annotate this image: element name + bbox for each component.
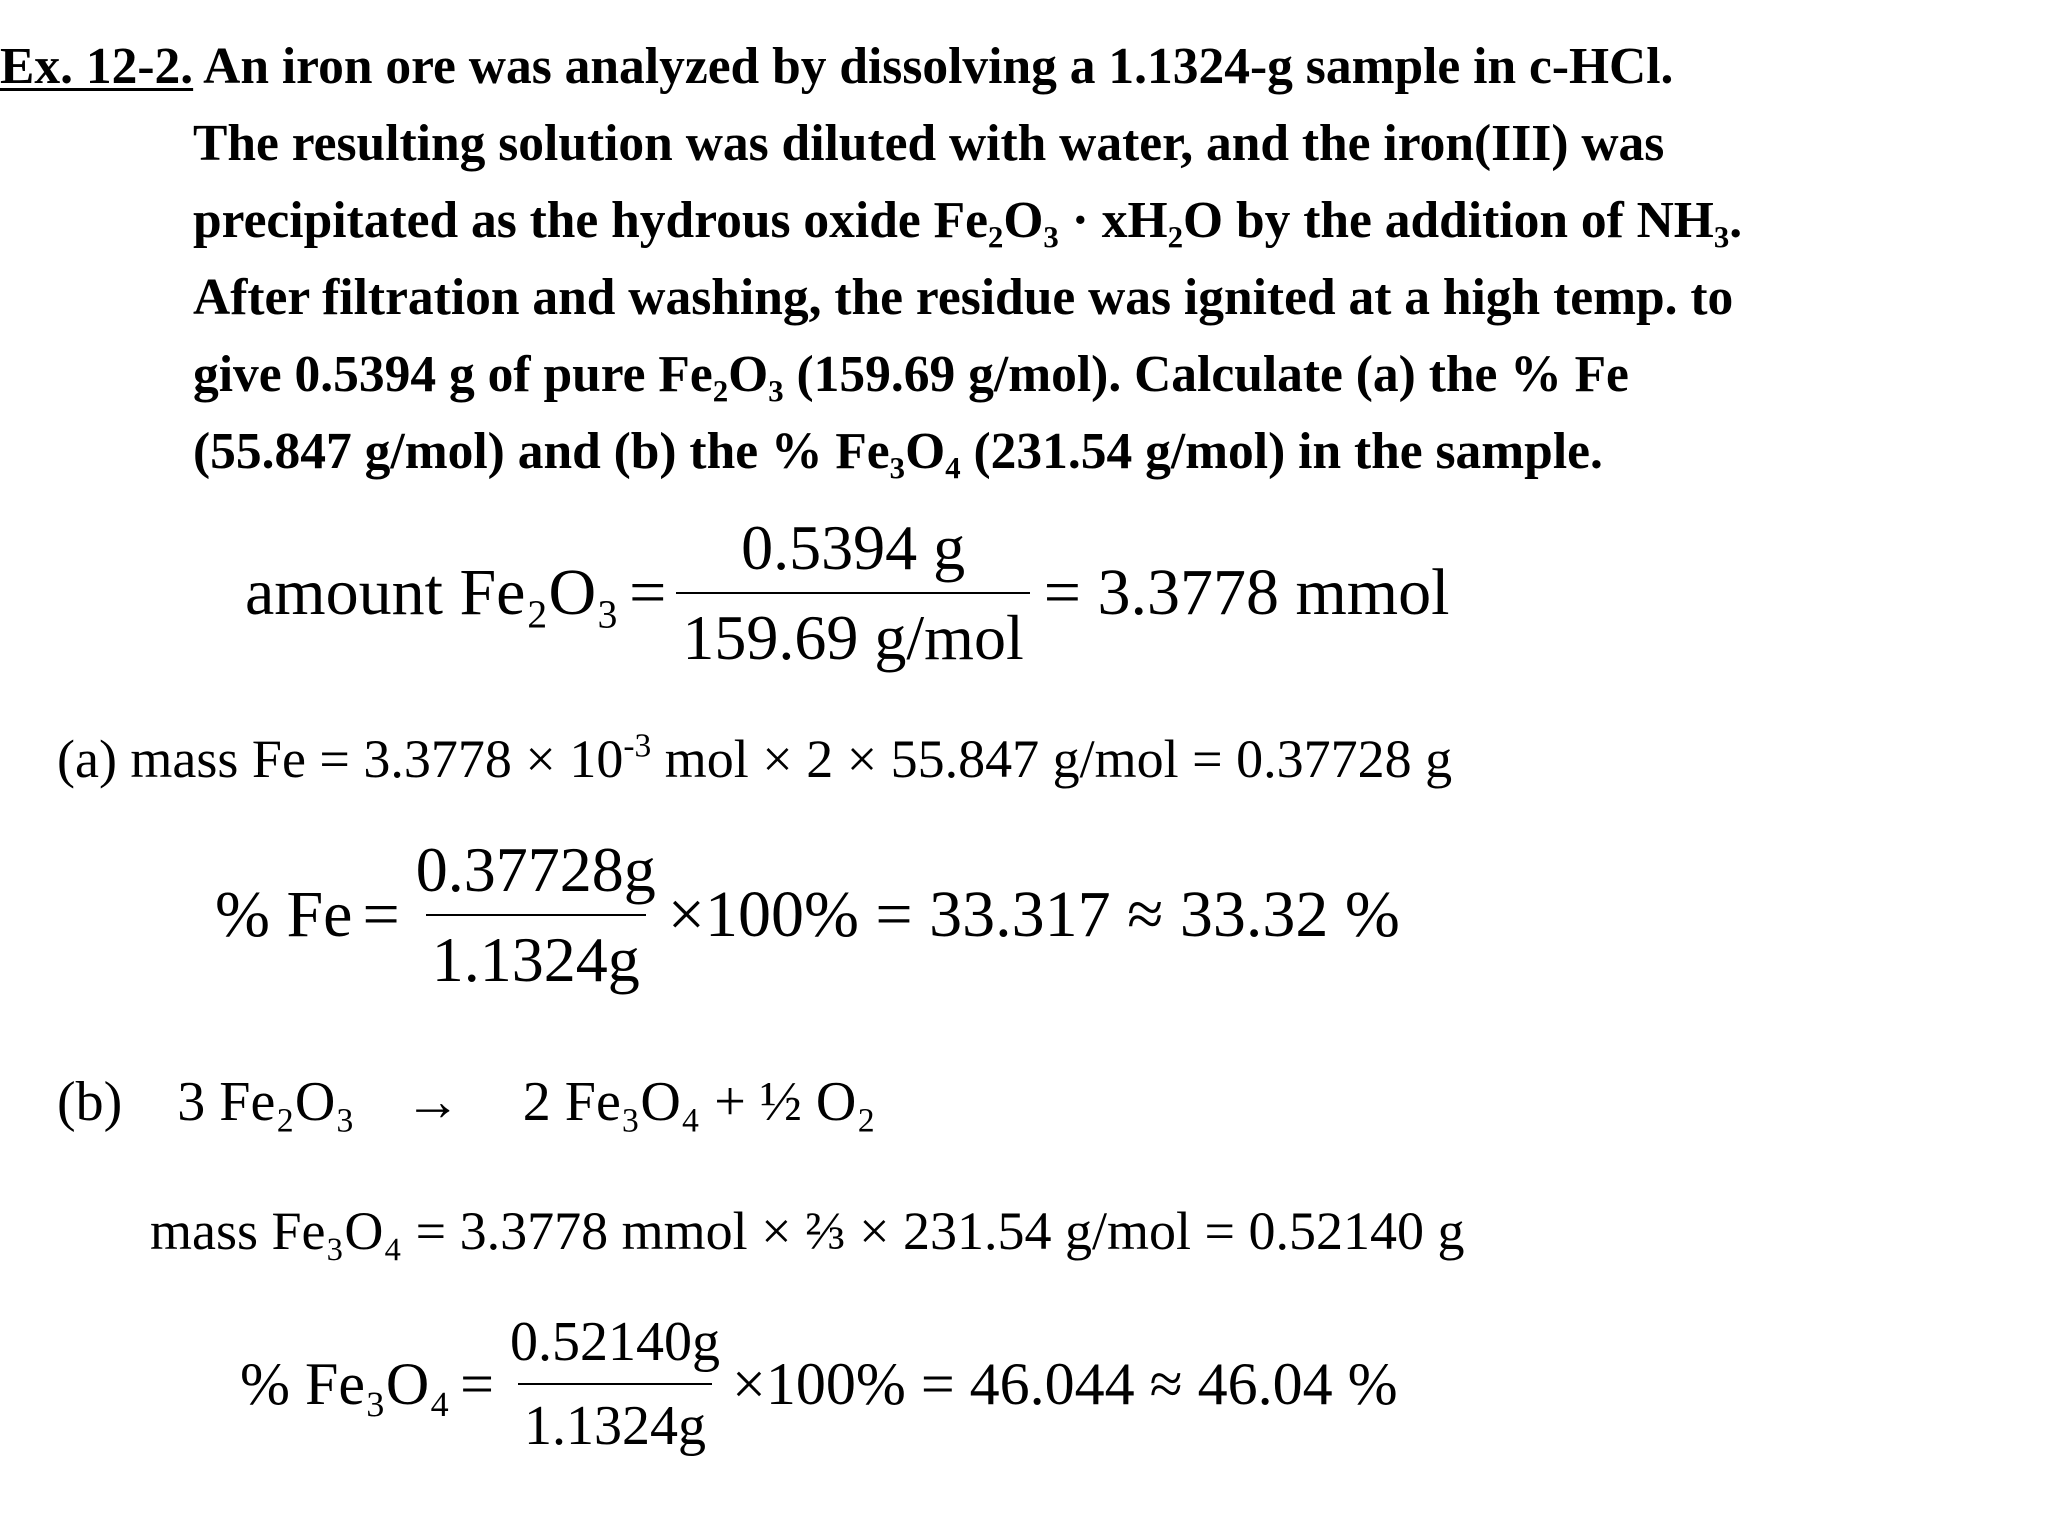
reaction-reactant: 3 Fe₂O₃ <box>177 1071 355 1133</box>
equation-percent-fe3o4 <box>240 1307 1398 1461</box>
pct-fe-fraction <box>410 832 662 998</box>
reaction-arrow: → <box>404 1071 461 1133</box>
reaction-products: 2 Fe₃O₄ + ½ O₂ <box>522 1071 876 1133</box>
amount-numerator: 0.5394 g <box>741 512 966 583</box>
pct-fe-numerator: 0.37728g <box>415 834 656 905</box>
part-a-text-before: (a) mass Fe = 3.3778 × 10 <box>57 729 624 789</box>
amount-denominator: 159.69 g/mol <box>676 592 1029 676</box>
pct-fe-lhs: % Fe <box>215 878 353 951</box>
pct-fe3o4-fraction <box>504 1307 726 1461</box>
part-b-label: (b) <box>57 1071 123 1133</box>
amount-equals: = <box>629 556 667 629</box>
pct-fe3o4-equals: = <box>460 1350 494 1417</box>
pct-fe-denominator: 1.1324g <box>426 914 646 998</box>
pct-fe-equals: = <box>362 878 400 951</box>
part-b-reaction <box>57 1070 876 1134</box>
part-a-text-after: mol × 2 × 55.847 g/mol = 0.37728 g <box>651 729 1453 789</box>
mass-fe3o4-line: mass Fe₃O₄ = 3.3778 mmol × ⅔ × 231.54 g/mol = 0.52140 g <box>150 1201 1465 1261</box>
problem-line-2: The resulting solution was diluted with water, and the iron(III) was <box>193 115 1665 172</box>
pct-fe3o4-result: ×100% = 46.044 ≈ 46.04 % <box>732 1350 1398 1417</box>
amount-result: = 3.3778 mmol <box>1043 556 1450 629</box>
amount-fraction <box>676 510 1029 676</box>
part-a-mass-fe <box>57 728 1452 790</box>
part-a-exponent: -3 <box>623 727 652 765</box>
amount-lhs: amount Fe₂O₃ <box>245 556 620 629</box>
pct-fe3o4-denominator: 1.1324g <box>518 1383 712 1461</box>
problem-line-3: precipitated as the hydrous oxide Fe₂O₃ · xH₂O by the addition of NH₃. <box>193 192 1743 249</box>
problem-line-1 <box>0 28 2030 105</box>
problem-line-6: (55.847 g/mol) and (b) the % Fe₃O₄ (231.54 g/mol) in the sample. <box>193 423 1603 480</box>
example-label: Ex. 12-2. <box>0 38 194 95</box>
problem-line-1-text: An iron ore was analyzed by dissolving a 1.1324-g sample in c-HCl. <box>193 38 1674 95</box>
pct-fe3o4-lhs: % Fe₃O₄ <box>240 1350 451 1417</box>
pct-fe-result: ×100% = 33.317 ≈ 33.32 % <box>667 878 1400 951</box>
problem-statement <box>0 28 2030 490</box>
problem-line-5: give 0.5394 g of pure Fe₂O₃ (159.69 g/mol). Calculate (a) the % Fe <box>193 346 1629 403</box>
pct-fe3o4-numerator: 0.52140g <box>510 1311 720 1373</box>
problem-body <box>0 105 2030 490</box>
equation-percent-fe <box>215 832 1400 998</box>
problem-line-4: After filtration and washing, the residue was ignited at a high temp. to <box>193 269 1734 326</box>
equation-amount-fe2o3 <box>245 510 1449 676</box>
